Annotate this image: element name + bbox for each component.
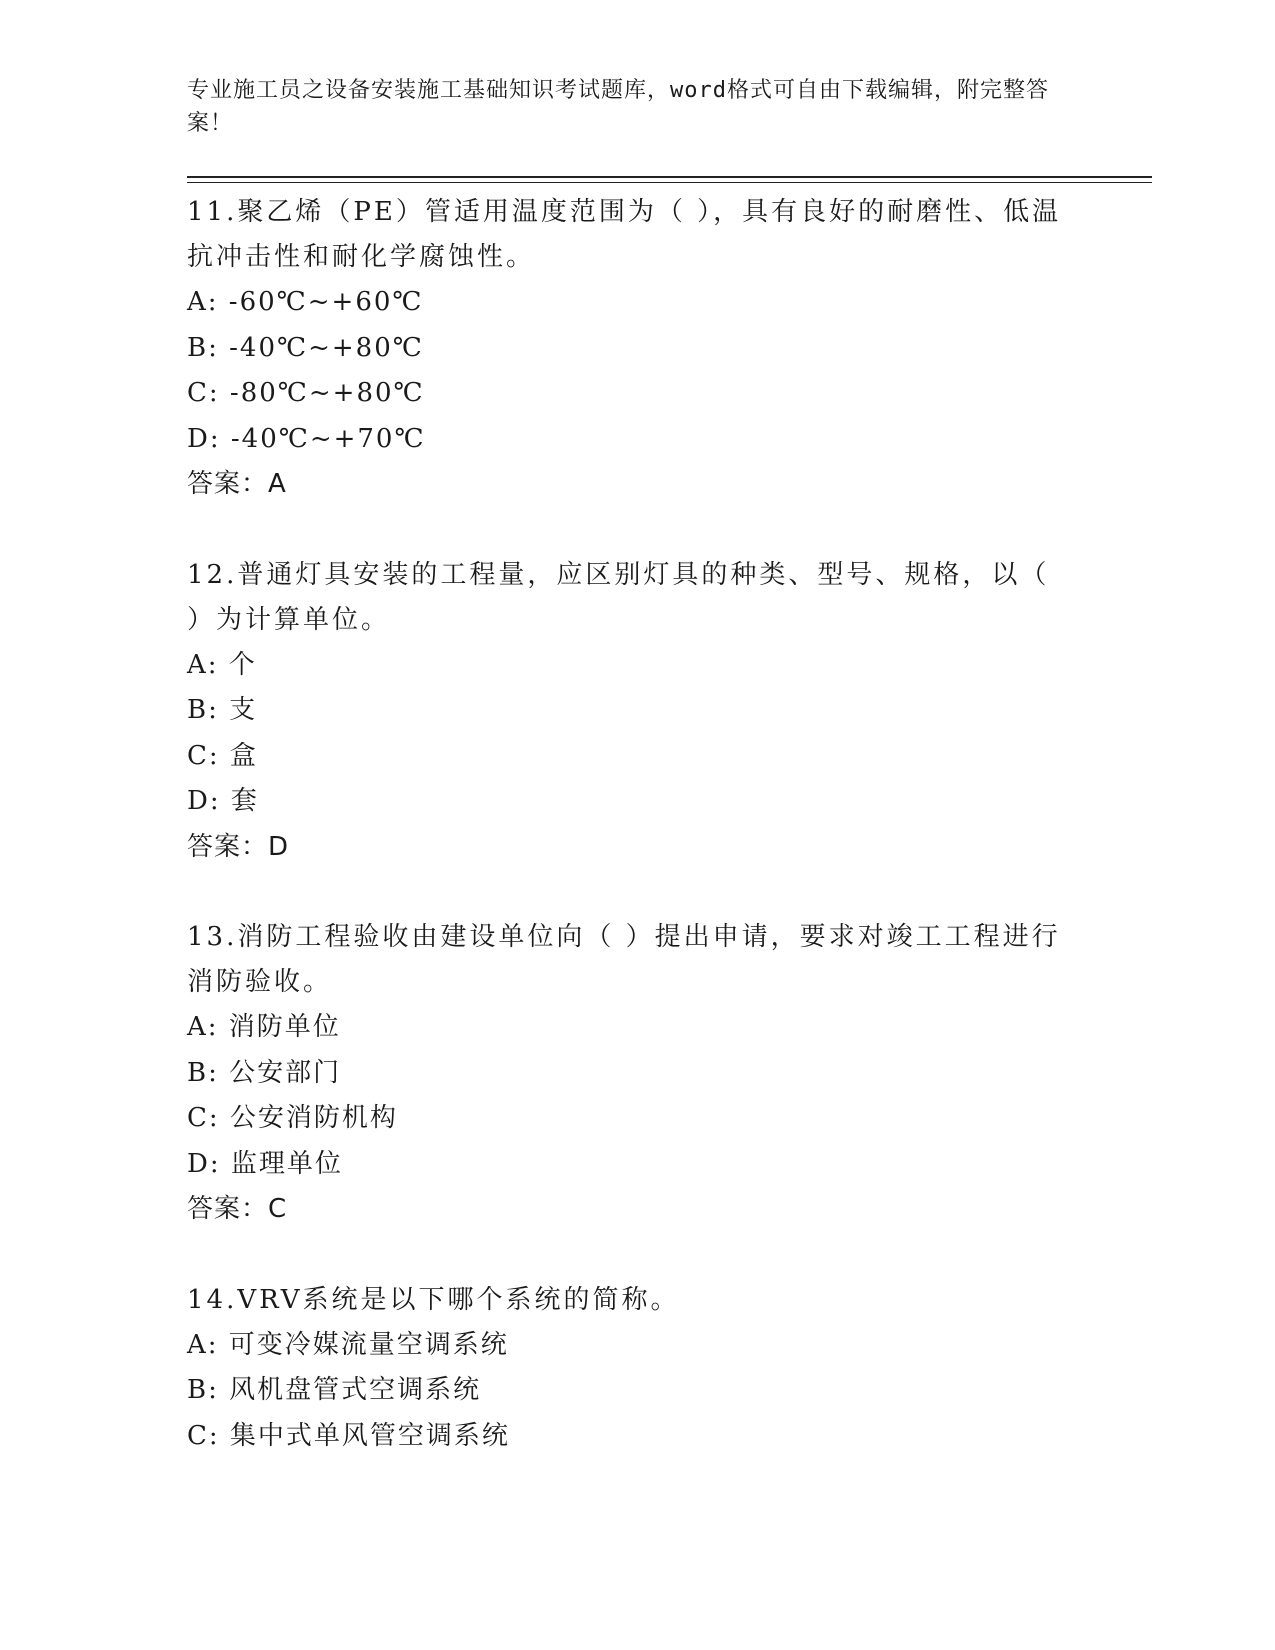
question-stem: 14.VRV系统是以下哪个系统的简称。	[187, 1284, 680, 1315]
option-b: B: 公安部门	[187, 1057, 342, 1088]
question-11	[187, 190, 1067, 508]
option-d: D: -40℃~+70℃	[187, 423, 426, 454]
answer-line: 答案：C	[187, 1194, 288, 1224]
question-12	[187, 553, 1067, 871]
option-d: D: 监理单位	[187, 1148, 343, 1179]
header-rule-thick	[187, 176, 1152, 178]
option-c: C: 集中式单风管空调系统	[187, 1420, 510, 1451]
option-a: A: 个	[187, 649, 257, 680]
answer-line: 答案：D	[187, 831, 290, 862]
option-b: B: 支	[187, 695, 258, 725]
option-a: A: -60℃~+60℃	[187, 287, 424, 317]
option-c: C: 盒	[187, 740, 258, 771]
option-b: B: 风机盘管式空调系统	[187, 1375, 482, 1405]
question-13	[187, 915, 1067, 1233]
question-stem: 13.消防工程验收由建设单位向（ ）提出申请，要求对竣工工程进行消防验收。	[187, 922, 1061, 997]
header-rule-thin	[187, 182, 1152, 183]
question-14	[187, 1278, 1067, 1460]
answer-line: 答案：A	[187, 469, 287, 499]
question-stem: 11.聚乙烯（PE）管适用温度范围为（ ），具有良好的耐磨性、低温抗冲击性和耐化学腐蚀性。	[187, 197, 1062, 272]
option-c: C: 公安消防机构	[187, 1103, 398, 1133]
option-b: B: -40℃~+80℃	[187, 332, 424, 363]
option-d: D: 套	[187, 786, 259, 816]
document-header: 专业施工员之设备安装施工基础知识考试题库，word格式可自由下载编辑，附完整答案！	[187, 78, 1049, 136]
option-a: A: 可变冷媒流量空调系统	[187, 1329, 509, 1360]
question-list	[187, 190, 1067, 1504]
question-stem: 12.普通灯具安装的工程量，应区别灯具的种类、型号、规格，以（ ）为计算单位。	[187, 559, 1050, 635]
option-c: C: -80℃~+80℃	[187, 378, 425, 408]
option-a: A: 消防单位	[187, 1012, 341, 1042]
